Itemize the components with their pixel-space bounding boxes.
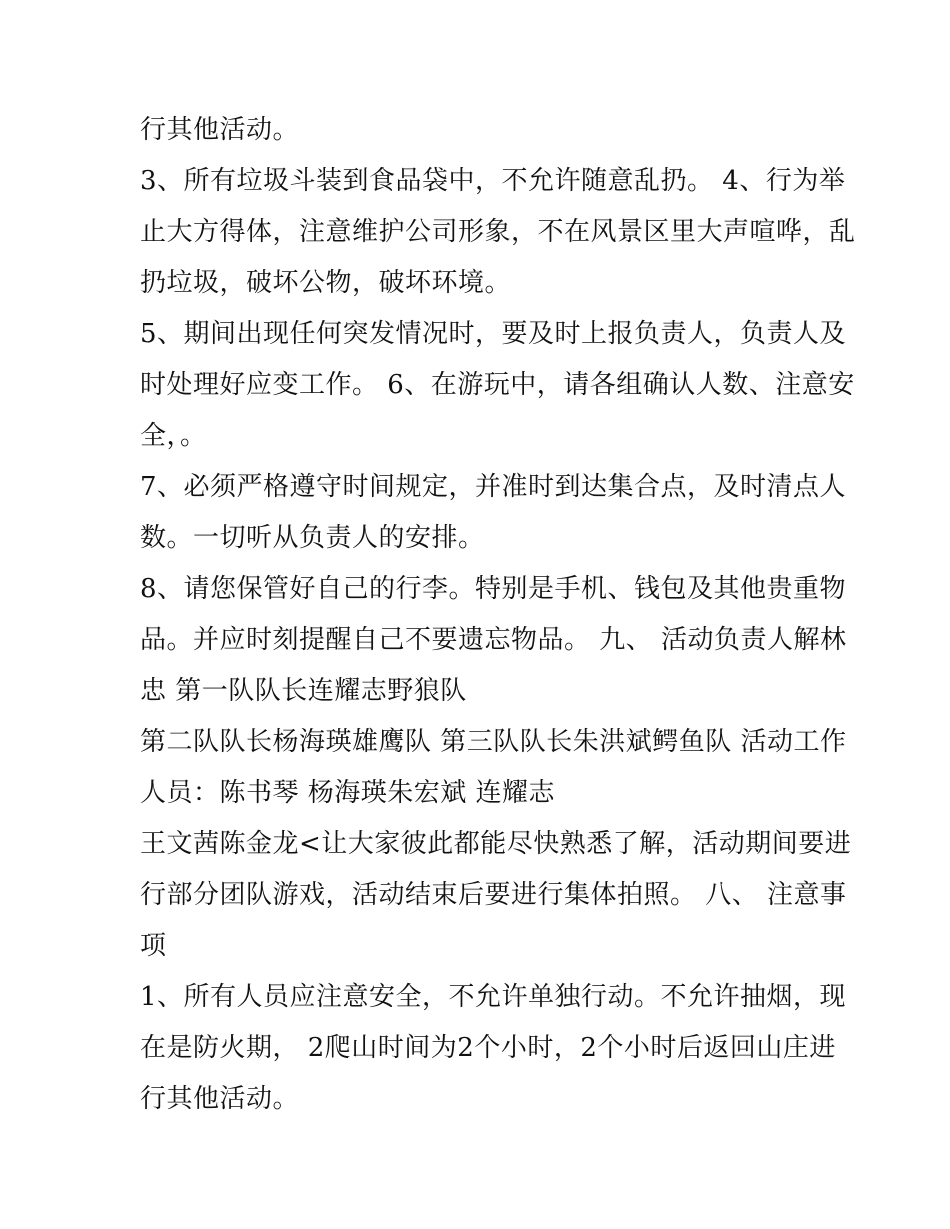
document-body bbox=[140, 105, 856, 1125]
text-line: 时处理好应变工作。 6、在游玩中，请各组确认人数、注意安 bbox=[140, 370, 855, 400]
text-line: 行部分团队游戏，活动结束后要进行集体拍照。 八、 注意事 bbox=[140, 880, 847, 910]
text-line: 全，。 bbox=[140, 421, 207, 451]
text-line: 第二队队长杨海瑛雄鹰队 第三队队长朱洪斌鳄鱼队 活动工作 bbox=[140, 727, 847, 757]
text-line: 在是防火期， 2爬山时间为2个小时，2个小时后返回山庄进 bbox=[140, 1033, 836, 1063]
text-line: 行其他活动。 bbox=[140, 115, 300, 145]
text-line: 1、所有人员应注意安全，不允许单独行动。不允许抽烟，现 bbox=[140, 982, 847, 1012]
text-line: 人员：陈书琴 杨海瑛朱宏斌 连耀志 bbox=[140, 778, 556, 808]
text-line: 5、期间出现任何突发情况时，要及时上报负责人，负责人及 bbox=[140, 319, 847, 349]
text-line: 行其他活动。 bbox=[140, 1084, 300, 1114]
text-line: 数。一切听从负责人的安排。 bbox=[140, 523, 485, 553]
text-line: 项 bbox=[140, 931, 167, 961]
text-line: 品。并应时刻提醒自己不要遗忘物品。 九、 活动负责人解林 bbox=[140, 625, 847, 655]
text-line: 止大方得体，注意维护公司形象，不在风景区里大声喧哗，乱 bbox=[140, 217, 856, 247]
text-line: 忠 第一队队长连耀志野狼队 bbox=[140, 676, 467, 706]
text-line: 8、请您保管好自己的行李。特别是手机、钱包及其他贵重物 bbox=[140, 574, 847, 604]
text-line: 7、必须严格遵守时间规定，并准时到达集合点，及时清点人 bbox=[140, 472, 847, 502]
text-line: 王文茜陈金龙<让大家彼此都能尽快熟悉了解，活动期间要进 bbox=[140, 829, 852, 859]
text-line: 3、所有垃圾斗装到食品袋中，不允许随意乱扔。 4、行为举 bbox=[140, 166, 846, 196]
text-line: 扔垃圾，破坏公物，破坏环境。 bbox=[140, 268, 512, 298]
